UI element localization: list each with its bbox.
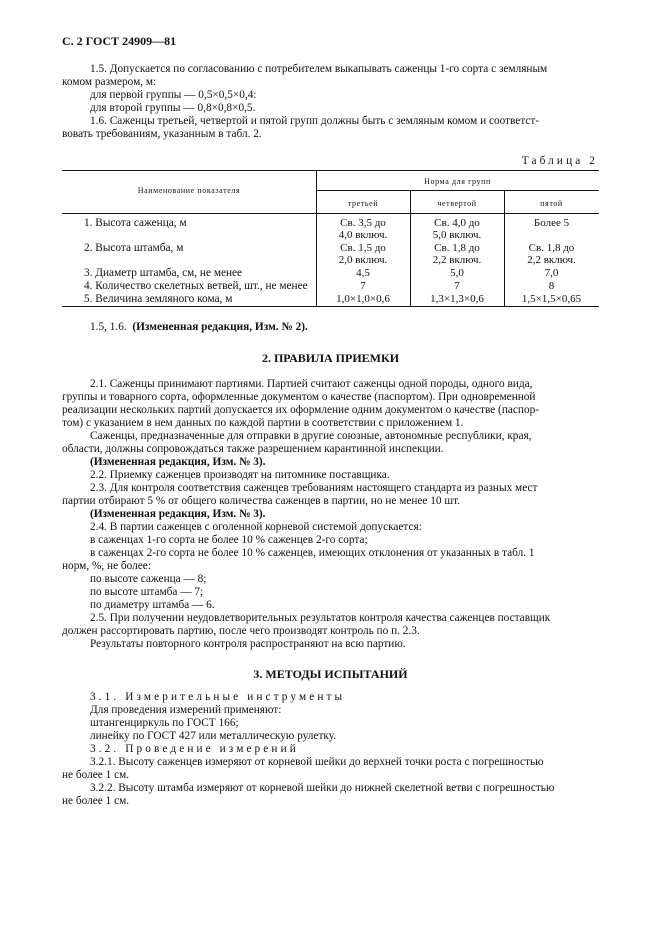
paragraph-line: по высоте саженца — 8; [90,573,207,585]
table-cell: 7,0 [544,267,559,279]
table-cell: Св. 1,8 до 2,2 включ. [527,242,576,266]
table-cell: 1,5×1,5×0,65 [521,293,582,305]
paragraph-line: комом размером, м: [62,76,157,88]
table-row-label: 5. Величина земляного кома, м [84,293,233,305]
subsection-heading: 3.2. Проведение измерений [90,743,299,755]
edit-note: 1.5, 1.6. (Измененная редакция, Изм. № 2). [90,321,308,333]
paragraph-line: партии отбирают 5 % от общего количества саженцев в партии, но не менее 10 шт. [62,495,460,507]
group-header-4: четвертой [437,199,477,208]
subsection-heading: 3.1. Измерительные инструменты [90,691,346,703]
paragraph-line: Саженцы, предназначенные для отправки в другие союзные, автономные республики, края, [90,430,532,442]
table-cell: 1,0×1,0×0,6 [336,293,390,305]
paragraph-line: линейку по ГОСТ 427 или металлическую рулетку. [90,730,337,742]
table-cell: 5,0 [450,267,464,279]
paragraph-line: в саженцах 2-го сорта не более 10 % саженцев, имеющих отклонения от указанных в табл. 1 [90,547,535,559]
paragraph-line: 2.3. Для контроля соответствия саженцев требованиям настоящего стандарта из разных мест [90,482,538,494]
paragraph-line: не более 1 см. [62,795,130,807]
paragraph-line: 2.1. Саженцы принимают партиями. Партией считают саженцы одной породы, одного вида, [90,378,533,390]
table-row-label: 2. Высота штамба, м [84,242,184,254]
paragraph-line: в саженцах 1-го сорта не более 10 % саженцев 2-го сорта; [90,534,368,546]
table-cell: 1,3×1,3×0,6 [430,293,484,305]
paragraph-line: 3.2.2. Высоту штамба измеряют от корневой шейки до нижней скелетной ветви с погрешностью [90,782,555,794]
paragraph-line: по высоте штамба — 7; [90,586,204,598]
table-cell: Св. 1,5 до 2,0 включ. [338,242,388,266]
paragraph-line: штангенциркуль по ГОСТ 166; [90,717,239,729]
section-title: 3. МЕТОДЫ ИСПЫТАНИЙ [253,667,408,681]
column-header: Наименование показателя [137,186,241,195]
table-row-label: 3. Диаметр штамба, см, не менее [84,267,243,279]
paragraph-line: по диаметру штамба — 6. [90,599,215,611]
paragraph-line: области, должны сопровождаться также разрешением карантинной инспекции. [62,443,444,455]
table-row-label: 1. Высота саженца, м [84,217,187,229]
paragraph-line: 2.4. В партии саженцев с оголенной корневой системой допускается: [90,521,422,533]
table-cell: Св. 3,5 до 4,0 включ. [338,217,388,241]
paragraph-line: том) с указанием в нем данных по каждой партии в соответствии с приложением 1. [62,417,464,429]
table-cell: 7 [360,280,366,292]
paragraph-line: 1.5. Допускается по согласованию с потребителем выкапывать саженцы 1-го сорта с земляным [90,63,548,75]
table-cell: Более 5 [533,217,570,229]
table-cell: 8 [548,280,555,292]
paragraph-line: Для проведения измерений применяют: [90,704,282,716]
table-cell: Св. 1,8 до 2,2 включ. [432,242,482,266]
table-border [316,190,599,191]
table-caption: Таблица 2 [521,155,598,167]
group-header-5: пятой [540,199,563,208]
paragraph-line: 1.6. Саженцы третьей, четвертой и пятой групп должны быть с земляным комом и соответст- [90,115,540,127]
paragraph-line: норм, %, не более: [62,560,151,572]
paragraph-line: должен рассортировать партию, после чего производят контроль по п. 2.3. [62,625,420,637]
table-border [62,170,599,171]
paragraph-line: вовать требованиям, указанным в табл. 2. [62,128,262,140]
paragraph-line: Результаты повторного контроля распространяют на всю партию. [90,638,406,650]
group-header-3: третьей [347,199,379,208]
table-cell: 4,5 [356,267,370,279]
paragraph-line: 2.5. При получении неудовлетворительных результатов контроля качества саженцев поставщик [90,612,551,624]
paragraph-line: группы и товарного сорта, оформленные документом о качестве (паспортом). При одновременной [62,391,536,403]
edit-note: (Измененная редакция, Изм. № 3). [90,456,266,468]
table-cell: Св. 4,0 до 5,0 включ. [432,217,482,241]
table-cell: 7 [454,280,460,292]
edit-note: (Измененная редакция, Изм. № 3). [90,508,266,520]
group-header: Норма для групп [424,177,491,186]
table-border [62,306,599,307]
paragraph-line: для второй группы — 0,8×0,8×0,5. [90,102,256,114]
table-border [62,213,599,214]
paragraph-line: реализации нескольких партий допускается их оформление одним документом о качестве (паспор- [62,404,540,416]
page-header: С. 2 ГОСТ 24909—81 [62,34,177,48]
paragraph-line: для первой группы — 0,5×0,5×0,4: [90,89,257,101]
section-title: 2. ПРАВИЛА ПРИЕМКИ [261,351,400,365]
paragraph-line: 2.2. Приемку саженцев производят на питомнике поставщика. [90,469,390,481]
paragraph-line: 3.2.1. Высоту саженцев измеряют от корневой шейки до верхней точки роста с погрешностью [90,756,544,768]
paragraph-line: не более 1 см. [62,769,130,781]
table-row-label: 4. Количество скелетных ветвей, шт., не менее [84,280,308,292]
